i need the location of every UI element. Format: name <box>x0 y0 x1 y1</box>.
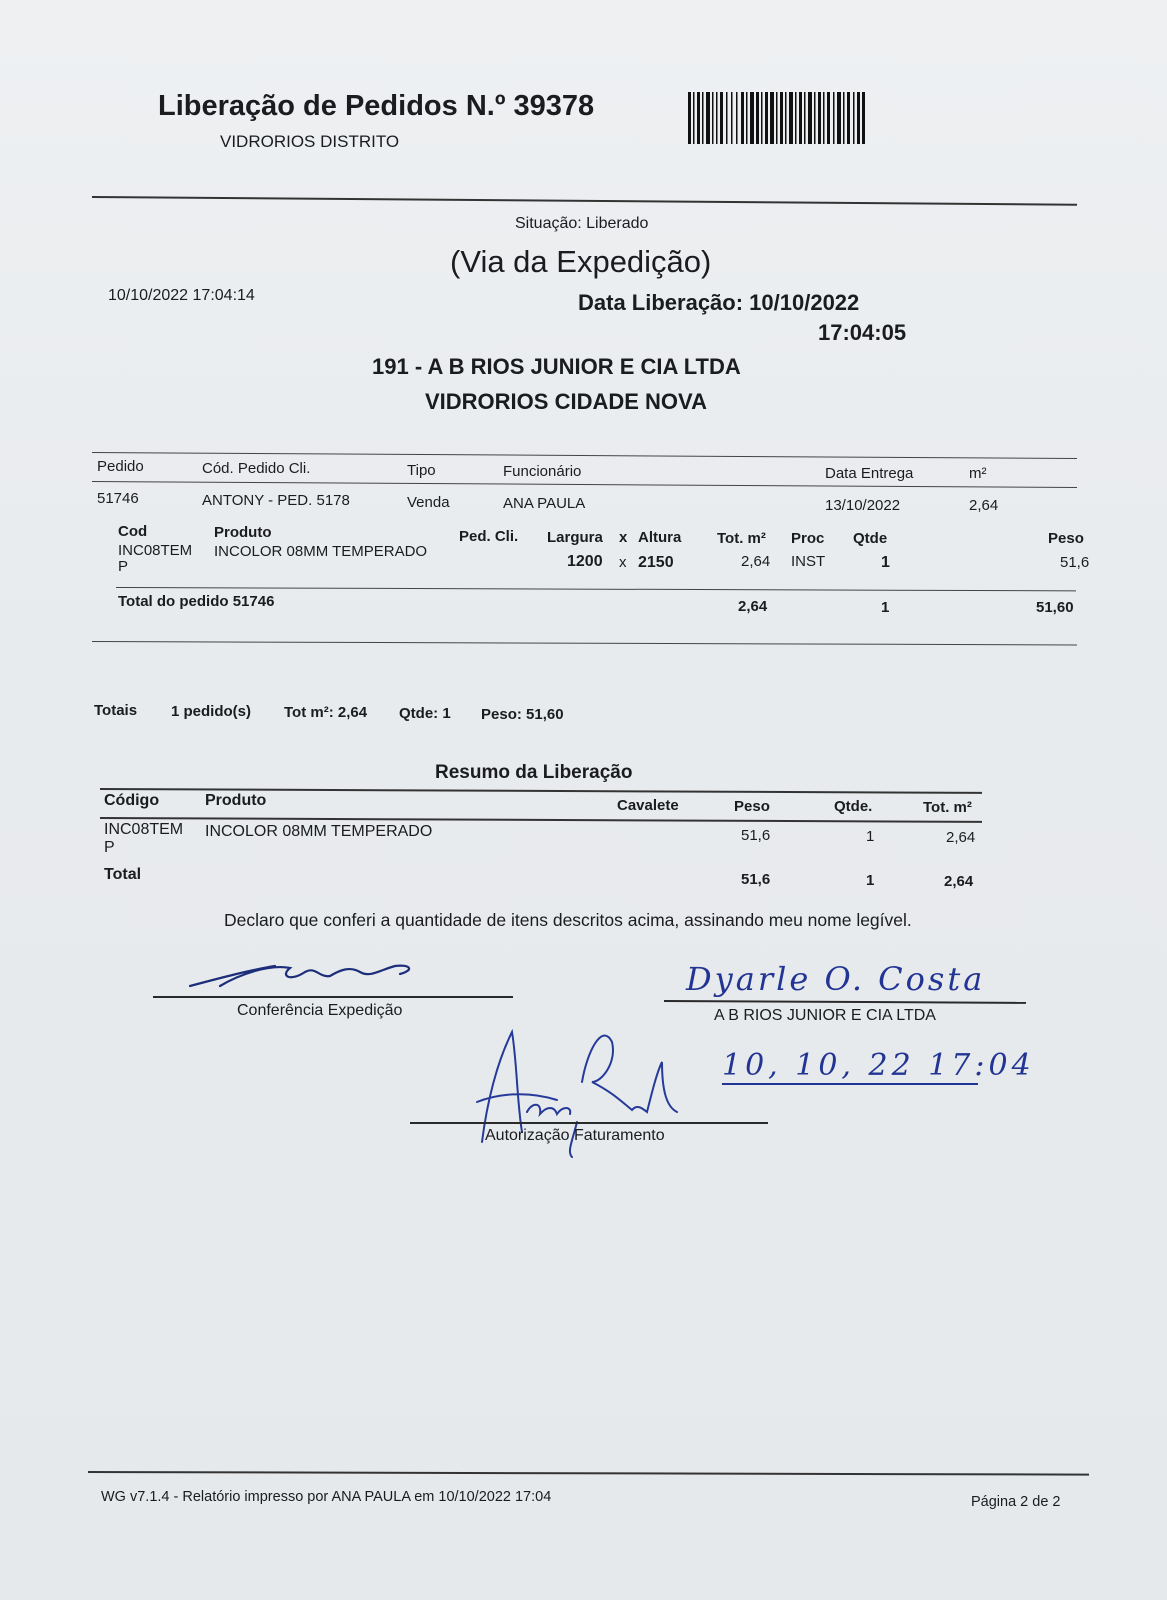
totais-m2: Tot m²: 2,64 <box>284 704 368 721</box>
col-tipo: Tipo <box>407 462 436 479</box>
via-label: (Via da Expedição) <box>450 244 712 279</box>
order-total-peso: 51,60 <box>1036 599 1074 616</box>
page-number: Página 2 de 2 <box>971 1494 1061 1510</box>
document-title: Liberação de Pedidos N.º 39378 <box>158 90 595 122</box>
resumo-col-peso: Peso <box>734 798 770 815</box>
data-liberacao-time: 17:04:05 <box>818 320 907 345</box>
order-tipo: Venda <box>407 494 450 511</box>
item-cod: INC08TEM <box>118 542 193 559</box>
resumo-title: Resumo da Liberação <box>435 762 633 783</box>
resumo-total-peso: 51,6 <box>741 871 771 888</box>
situacao-label: Situação: Liberado <box>515 215 649 232</box>
resumo-col-codigo: Código <box>104 792 160 809</box>
empresa-signature: Dyarle O. Costa <box>686 960 986 998</box>
item-col-altura: Altura <box>638 529 682 546</box>
autorizacao-label: Autorização Faturamento <box>485 1127 665 1144</box>
order-total-label: Total do pedido 51746 <box>118 593 275 610</box>
resumo-codigo: INC08TEM <box>104 821 184 838</box>
resumo-qtde: 1 <box>866 828 875 845</box>
resumo-col-qtde: Qtde. <box>834 798 873 815</box>
order-pedido: 51746 <box>97 490 139 507</box>
item-col-peso: Peso <box>1048 530 1084 547</box>
col-cod-pedido-cli: Cód. Pedido Cli. <box>202 460 311 477</box>
data-liberacao: Data Liberação: 10/10/2022 <box>578 290 860 315</box>
handwritten-date-underline <box>722 1083 978 1085</box>
footer-printed-by: WG v7.1.4 - Relatório impresso por ANA PAULA em 10/10/2022 17:04 <box>101 1489 552 1505</box>
totais-peso: Peso: 51,60 <box>481 706 564 723</box>
conferencia-label: Conferência Expedição <box>237 1002 403 1019</box>
item-col-produto: Produto <box>214 524 272 541</box>
col-data-entrega: Data Entrega <box>825 465 914 482</box>
item-col-x: x <box>619 529 628 546</box>
order-total-qtde: 1 <box>881 599 890 616</box>
company-name: VIDRORIOS DISTRITO <box>220 132 400 151</box>
order-m2: 2,64 <box>969 497 999 514</box>
order-cod-pedido-cli: ANTONY - PED. 5178 <box>202 492 350 509</box>
resumo-tot-m2: 2,64 <box>946 829 976 846</box>
order-data-entrega: 13/10/2022 <box>825 497 901 514</box>
resumo-produto: INCOLOR 08MM TEMPERADO <box>205 823 433 840</box>
resumo-total-label: Total <box>104 866 142 883</box>
order-funcionario: ANA PAULA <box>503 495 586 512</box>
resumo-col-produto: Produto <box>205 792 267 809</box>
col-m2: m² <box>969 465 987 482</box>
item-cod-cont: P <box>118 558 129 575</box>
resumo-peso: 51,6 <box>741 827 771 844</box>
conferencia-signature <box>180 956 430 998</box>
item-x: x <box>619 554 627 571</box>
resumo-col-tot-m2: Tot. m² <box>923 799 972 816</box>
client-name: 191 - A B RIOS JUNIOR E CIA LTDA <box>372 354 741 379</box>
autorizacao-line <box>410 1122 768 1124</box>
item-qtde: 1 <box>881 554 890 571</box>
totais-pedidos: 1 pedido(s) <box>171 703 252 720</box>
totais-label: Totais <box>94 702 138 719</box>
item-col-ped-cli: Ped. Cli. <box>459 528 519 545</box>
totais-qtde: Qtde: 1 <box>399 705 451 722</box>
item-peso: 51,6 <box>1060 554 1090 571</box>
printed-timestamp: 10/10/2022 17:04:14 <box>108 287 255 304</box>
order-total-m2: 2,64 <box>738 598 768 615</box>
item-largura: 1200 <box>567 553 603 570</box>
resumo-total-tot-m2: 2,64 <box>944 873 974 890</box>
resumo-codigo-cont: P <box>104 839 115 856</box>
empresa-label: A B RIOS JUNIOR E CIA LTDA <box>714 1007 936 1024</box>
item-altura: 2150 <box>638 554 674 571</box>
col-pedido: Pedido <box>97 458 144 475</box>
handwritten-date: 10, 10, 22 17:04 <box>722 1048 1035 1083</box>
resumo-total-qtde: 1 <box>866 872 875 889</box>
item-col-tot-m2: Tot. m² <box>717 530 766 547</box>
item-produto: INCOLOR 08MM TEMPERADO <box>214 543 428 560</box>
item-proc: INST <box>791 553 826 570</box>
item-col-qtde: Qtde <box>853 530 888 547</box>
item-col-largura: Largura <box>547 529 603 546</box>
item-tot-m2: 2,64 <box>741 553 771 570</box>
item-col-proc: Proc <box>791 530 825 547</box>
col-funcionario: Funcionário <box>503 463 582 480</box>
barcode <box>688 92 866 144</box>
resumo-col-cavalete: Cavalete <box>617 797 679 814</box>
item-col-cod: Cod <box>118 523 148 540</box>
client-branch: VIDRORIOS CIDADE NOVA <box>425 389 707 414</box>
declaration-text: Declaro que conferi a quantidade de itens descritos acima, assinando meu nome legível. <box>224 910 912 930</box>
conferencia-line <box>153 996 513 998</box>
